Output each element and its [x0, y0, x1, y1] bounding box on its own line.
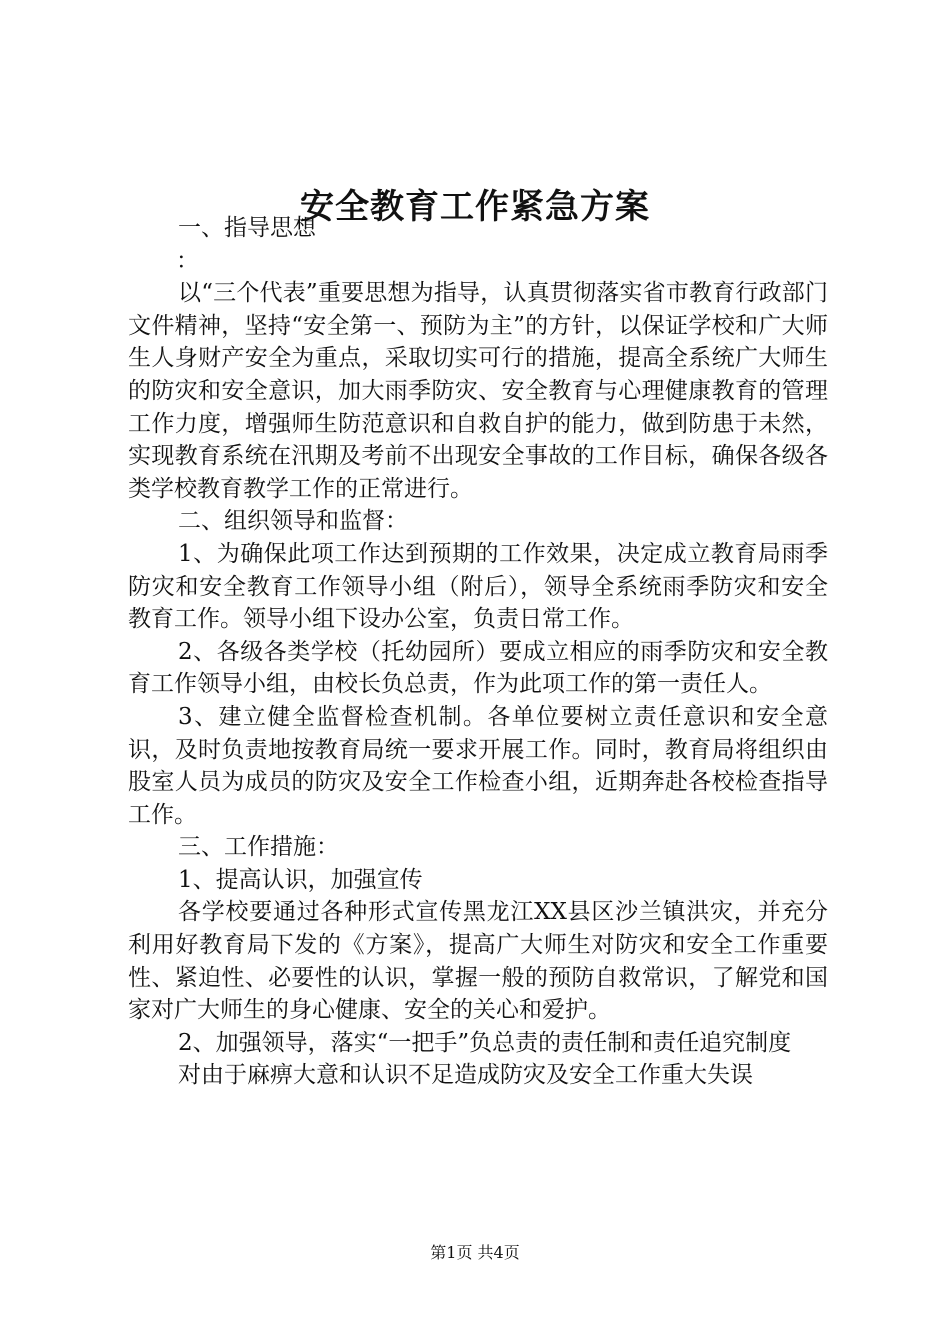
colon-line: ： — [176, 247, 199, 274]
paragraph-measure-2: 对由于麻痹大意和认识不足造成防灾及安全工作重大失误 — [178, 1062, 753, 1089]
paragraph-guiding-thought: 以“三个代表”重要思想为指导，认真贯彻落实省市教育行政部门文件精神，坚持“安全第一、预防为主”的方针，以保证学校和广大师生人身财产安全为重点，采取切实可行的措施，提高全系统广大师生的防灾和安全意识，加大雨季防灾、安全教育与心理健康教育的管理工作力度，增强师生防范意识和自救自护的能力，做到防患于未然，实现教育系统在汛期及考前不出现安全事故的工作目标，确保各级各类学校教育教学工作的正常进行。 — [128, 280, 828, 502]
paragraph-measure-1: 各学校要通过各种形式宣传黑龙江XX县区沙兰镇洪灾，并充分利用好教育局下发的《方案》，提高广大师生对防灾和安全工作重要性、紧迫性、必要性的认识，掌握一般的预防自救常识，了解党和国家对广大师生的身心健康、安全的关心和爱护。 — [128, 899, 828, 1024]
section-heading-guiding-thought: 一、指导思想 — [178, 215, 316, 241]
subheading-measure-2: 2、加强领导，落实“一把手”负总责的责任制和责任追究制度 — [178, 1029, 792, 1056]
document-title: 安全教育工作紧急方案 — [300, 187, 650, 227]
subheading-measure-1: 1、提高认识，加强宣传 — [178, 866, 423, 893]
document-body — [128, 212, 828, 1092]
section-heading-measures: 三、工作措施： — [178, 834, 339, 861]
paragraph-organization-1: 1、为确保此项工作达到预期的工作效果，决定成立教育局雨季防灾和安全教育工作领导小组（附后），领导全系统雨季防灾和安全教育工作。领导小组下设办公室，负责日常工作。 — [128, 540, 828, 633]
paragraph-organization-3: 3、建立健全监督检查机制。各单位要树立责任意识和安全意识，及时负责地按教育局统一要求开展工作。同时，教育局将组织由股室人员为成员的防灾及安全工作检查小组，近期奔赴各校检查指导工作。 — [128, 703, 828, 828]
paragraph-organization-2: 2、各级各类学校（托幼园所）要成立相应的雨季防灾和安全教育工作领导小组，由校长负总责，作为此项工作的第一责任人。 — [128, 638, 828, 698]
section-heading-organization: 二、组织领导和监督： — [178, 508, 408, 535]
page-footer: 第1页 共4页 — [430, 1243, 520, 1262]
